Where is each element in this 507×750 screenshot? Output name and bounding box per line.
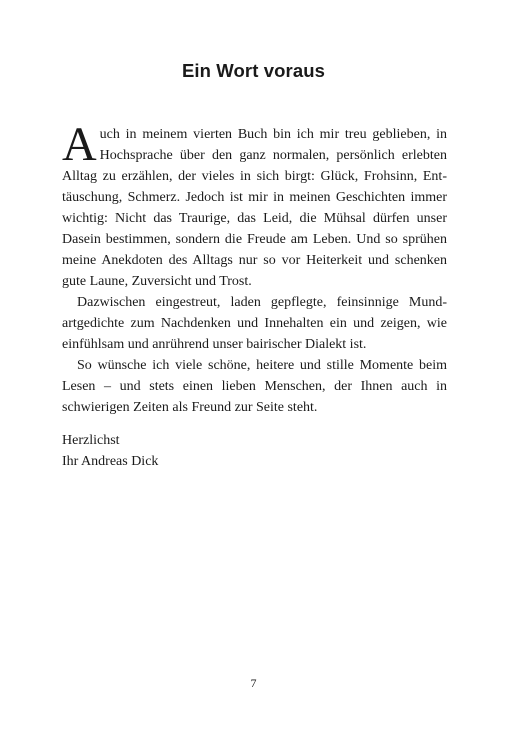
drop-cap: A [62, 118, 97, 171]
page-number: 7 [250, 676, 257, 690]
page-title: Ein Wort voraus [181, 60, 325, 81]
paragraph-1 [62, 118, 447, 292]
paragraph-3: So wünsche ich viele schöne, heitere und stille Momente beim Lesen – und stets einen lieben Menschen, der Ihnen auch in schwierigen Zeiten als Freund zur Seite steht. [62, 358, 447, 415]
paragraph-2: Dazwischen eingestreut, laden gepflegte, feinsinnige Mundartgedichte zum Nachdenken und Innehalten ein und zeigen, wie einfühlsam und anrührend unser bairischer Dialekt ist. [62, 295, 447, 352]
closing-block [62, 430, 158, 472]
closing-greeting: Herzlichst [62, 433, 120, 448]
paragraph-1-text: uch in meinem vierten Buch bin ich mir treu geblieben, in Hochsprache über den ganz normalen, persönlich erlebten Alltag zu erzählen, der vieles in sich birgt: Glück, Frohsinn, Enttäuschung, Schmerz. Jedoch ist mir in meinen Geschichten immer wichtig: Nicht das Traurige, das Leid, die Mühsal dürfen unser Dasein bestimmen, sondern die Freude am Leben. Und so sprühen meine Anekdoten des Alltags nur so vor Heiterkeit und schenken gute Laune, Zuversicht und Trost. [62, 127, 447, 289]
author-signature: Ihr Andreas Dick [62, 454, 159, 469]
foreword-body [62, 118, 447, 418]
